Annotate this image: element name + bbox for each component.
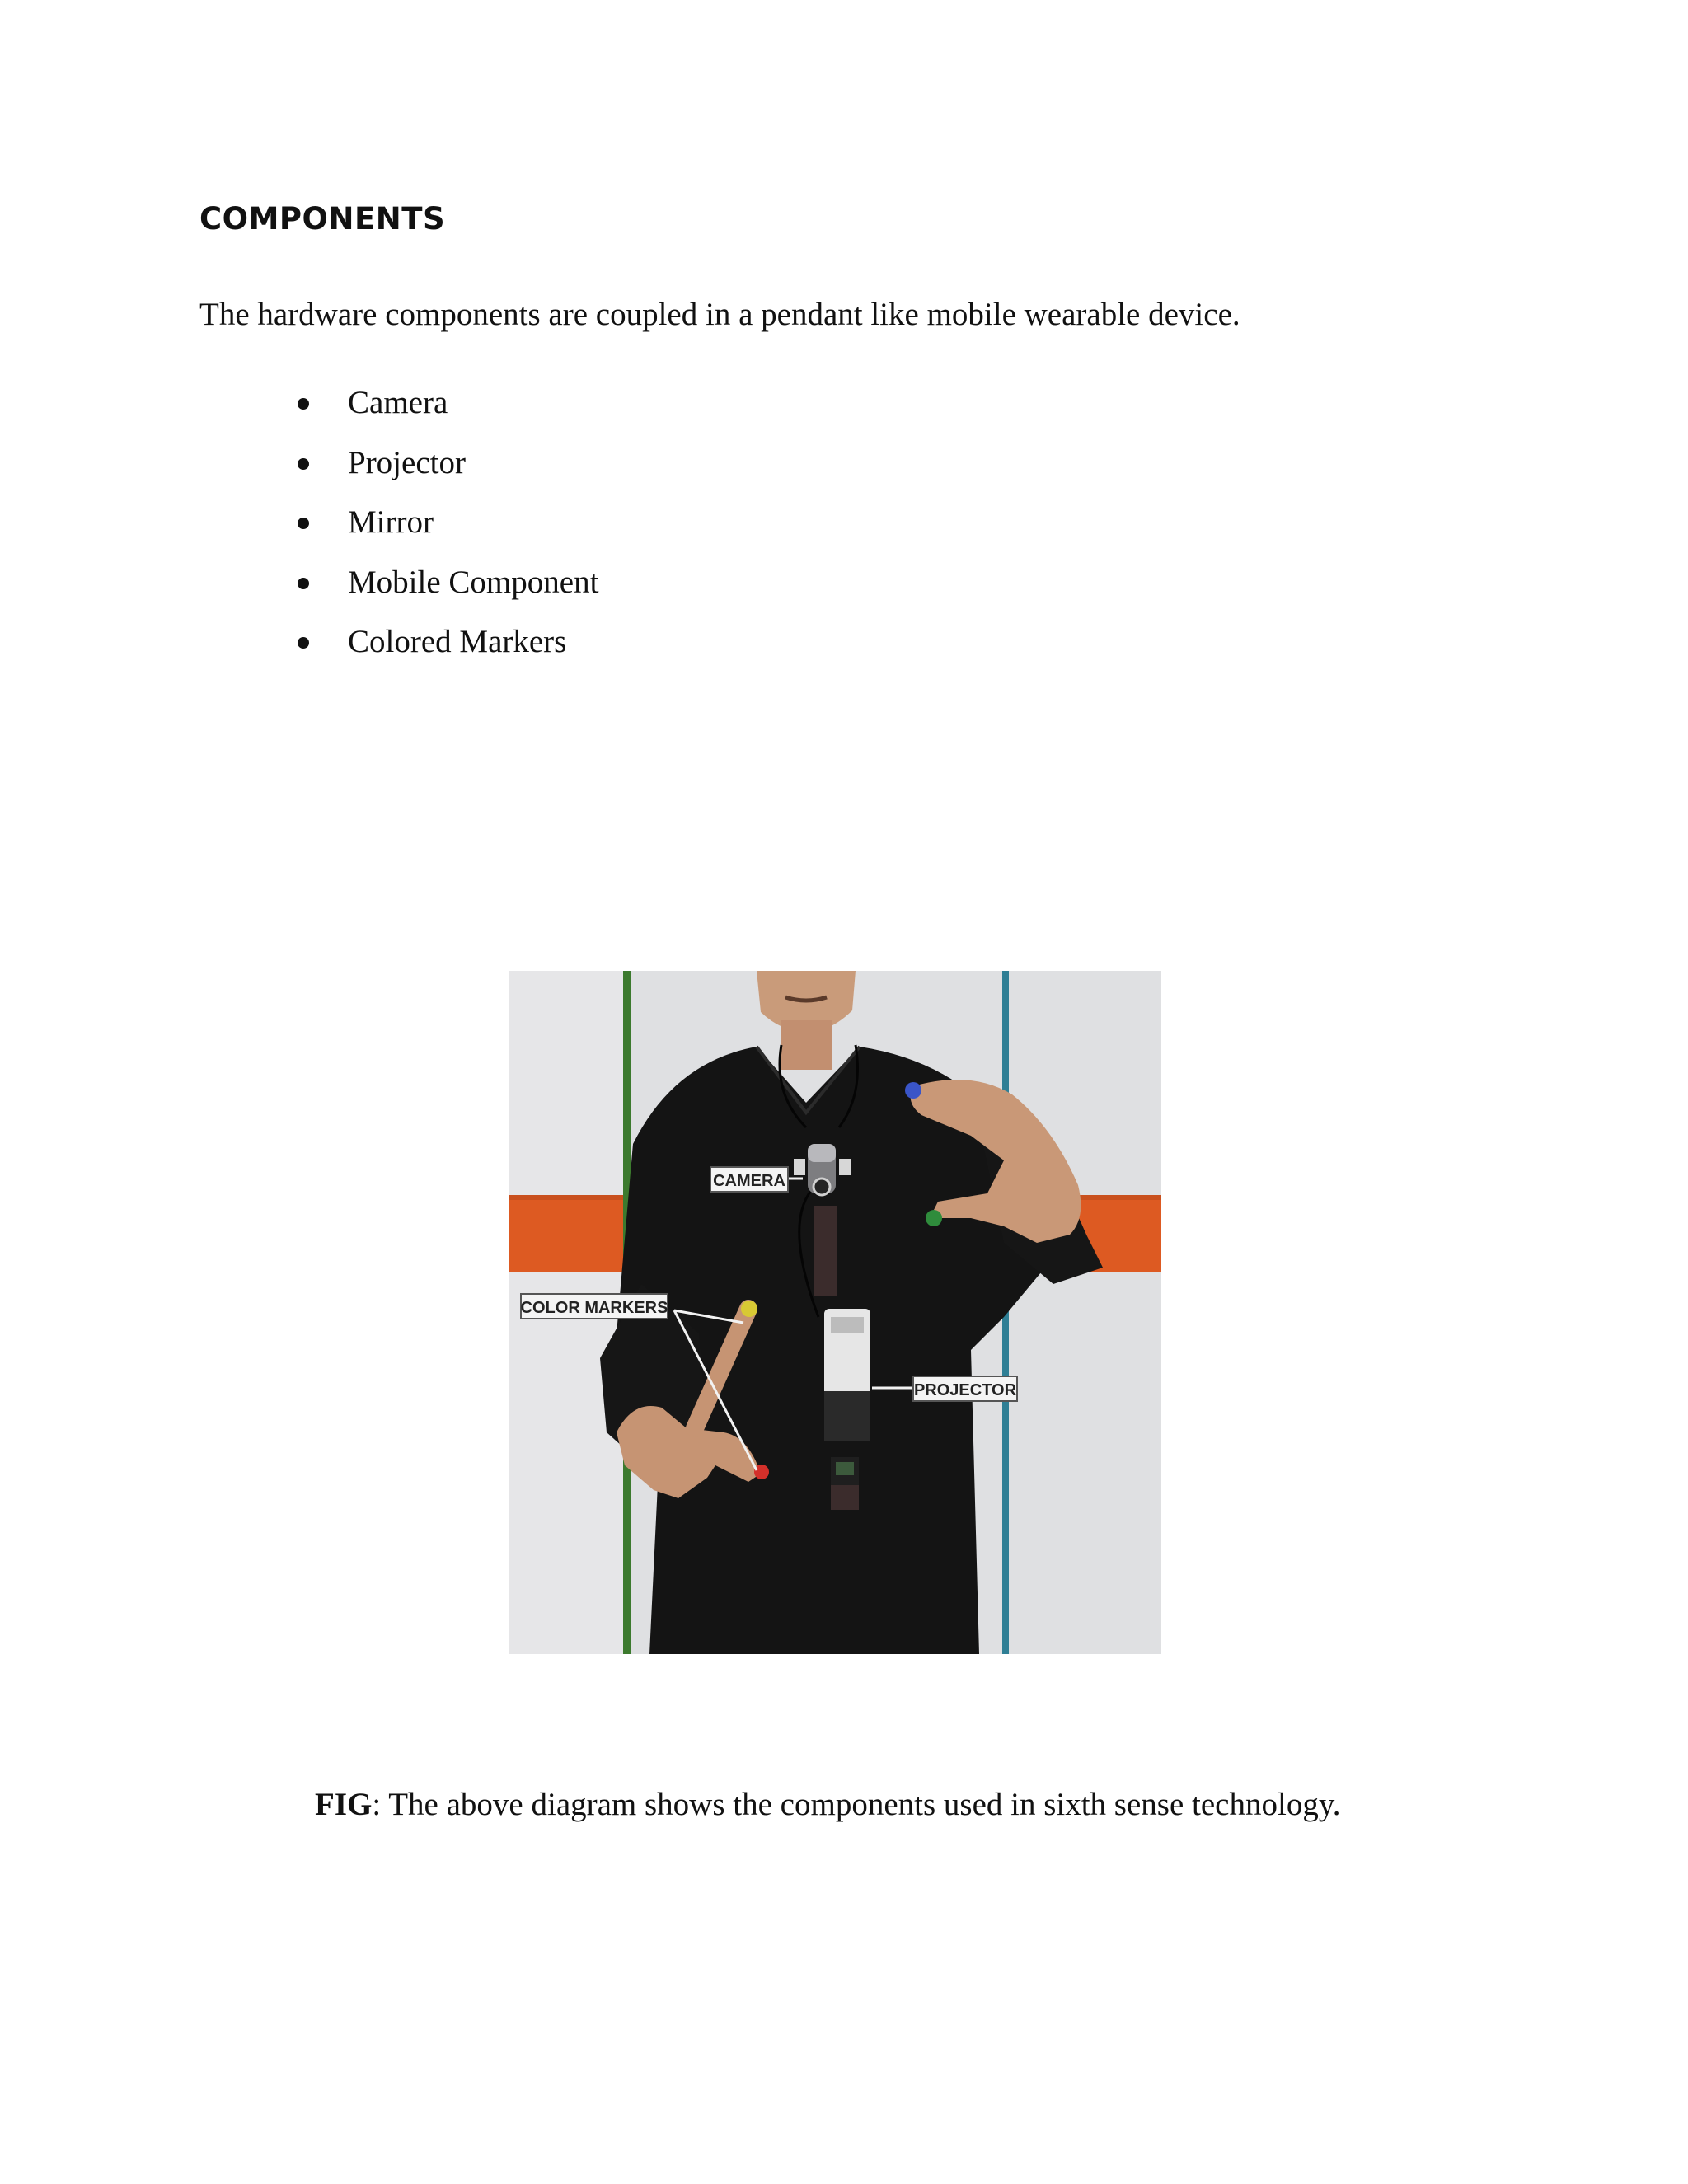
bullet-icon [298, 637, 309, 649]
blue-marker [905, 1082, 921, 1099]
list-item-text: Camera [348, 385, 448, 420]
svg-text:CAMERA: CAMERA [713, 1172, 785, 1190]
list-item-text: Colored Markers [348, 624, 567, 659]
red-marker [754, 1465, 769, 1479]
bullet-icon [298, 578, 309, 589]
bullet-icon [298, 458, 309, 470]
neck [781, 1020, 832, 1070]
svg-text:COLOR MARKERS: COLOR MARKERS [520, 1299, 668, 1317]
figure-caption [315, 1785, 1341, 1825]
bullet-icon [298, 518, 309, 529]
list-item-text: Mirror [348, 504, 434, 540]
green-marker [926, 1210, 942, 1226]
intro-paragraph: The hardware components are coupled in a pendant like mobile wearable device. [199, 297, 1240, 332]
sixth-sense-figure [509, 971, 1161, 1654]
list-item-text: Mobile Component [348, 564, 599, 600]
caption-prefix: FIG [315, 1787, 373, 1822]
yellow-marker [741, 1301, 757, 1317]
caption-text: : The above diagram shows the components used in sixth sense technology. [372, 1787, 1341, 1822]
sixth-sense-photo [509, 971, 1161, 1654]
section-heading: COMPONENTS [199, 201, 446, 237]
svg-text:PROJECTOR: PROJECTOR [913, 1381, 1017, 1399]
list-item-text: Projector [348, 444, 466, 480]
bullet-icon [298, 398, 309, 410]
